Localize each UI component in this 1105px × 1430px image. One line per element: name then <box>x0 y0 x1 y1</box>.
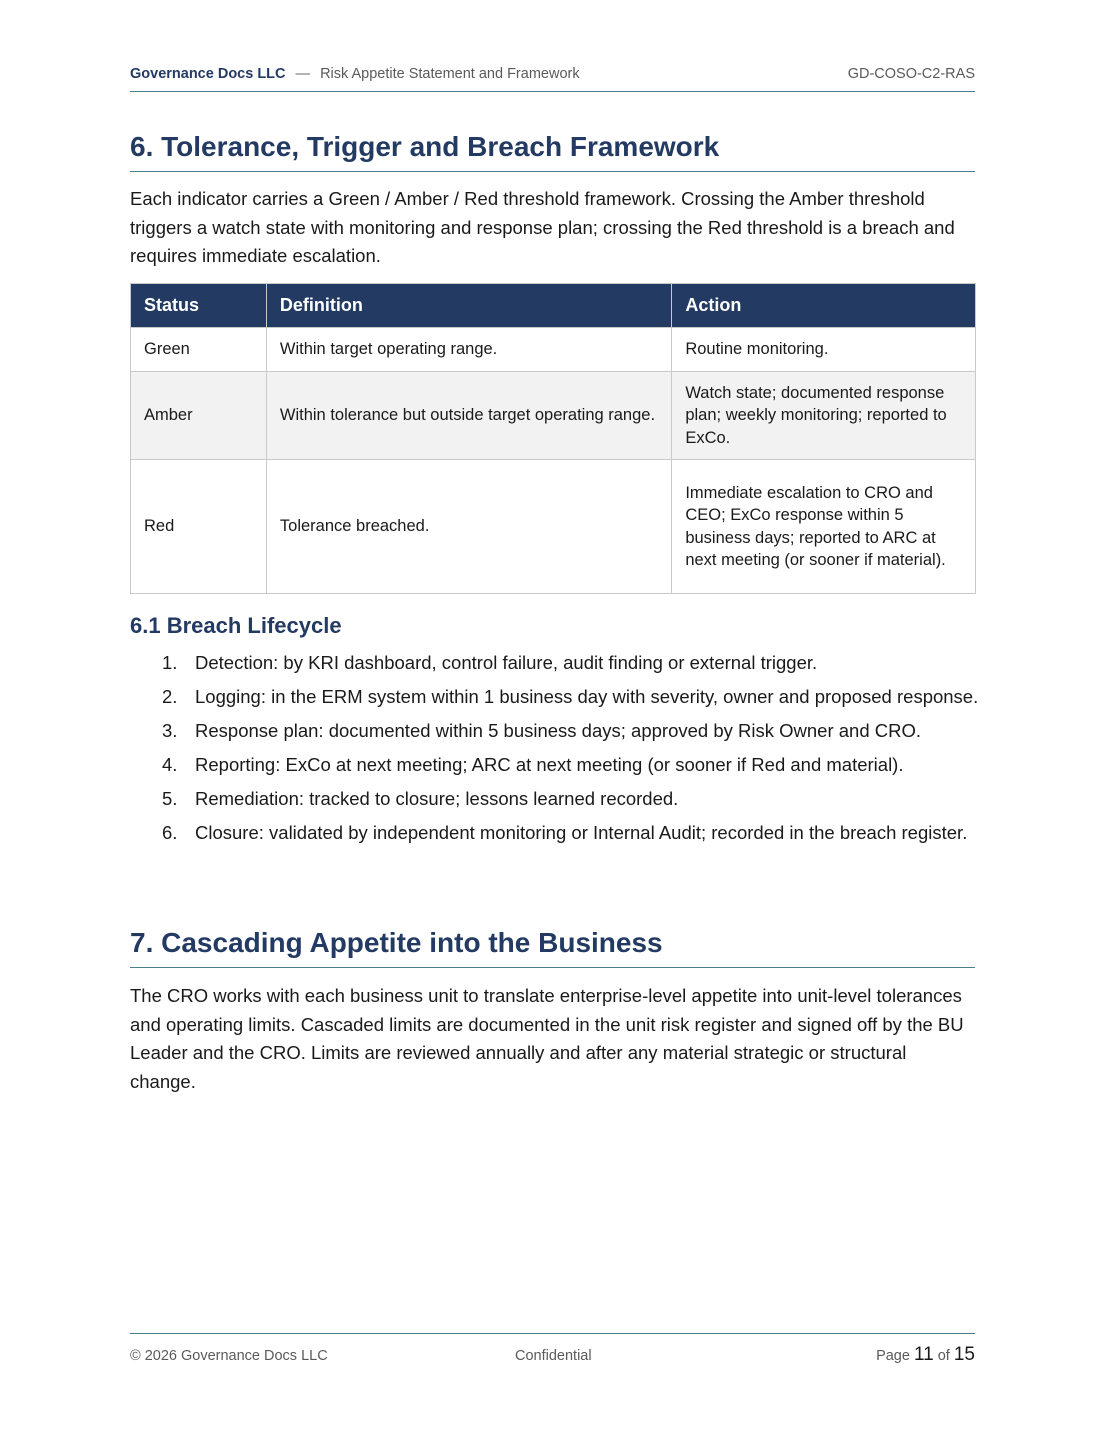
list-number: 6. <box>162 822 178 843</box>
list-text: Remediation: tracked to closure; lessons learned recorded. <box>195 788 679 809</box>
document-title: Risk Appetite Statement and Framework <box>320 66 580 82</box>
header-action: Action <box>672 284 976 328</box>
section-7-title: 7. Cascading Appetite into the Business <box>130 926 975 968</box>
page-number <box>876 1344 975 1366</box>
list-item <box>130 786 990 812</box>
list-item <box>130 650 990 676</box>
list-number: 4. <box>162 754 178 775</box>
status-cell: Green <box>131 328 267 372</box>
list-item <box>130 752 990 778</box>
header-status: Status <box>131 284 267 328</box>
definition-cell: Within target operating range. <box>266 328 671 372</box>
list-number: 2. <box>162 686 178 707</box>
header-separator: — <box>295 66 311 82</box>
page-total: 15 <box>953 1344 975 1365</box>
header-left <box>130 66 580 82</box>
page-label: Page <box>876 1348 910 1364</box>
list-item <box>130 820 990 846</box>
list-number: 5. <box>162 788 178 809</box>
list-text: Response plan: documented within 5 business days; approved by Risk Owner and CRO. <box>195 720 921 741</box>
breach-lifecycle-list <box>130 650 990 854</box>
list-number: 3. <box>162 720 178 741</box>
table-row <box>131 460 976 594</box>
list-item <box>130 718 990 744</box>
page-current: 11 <box>913 1344 934 1365</box>
page-footer <box>130 1333 975 1369</box>
action-cell: Watch state; documented response plan; weekly monitoring; reported to ExCo. <box>672 372 976 460</box>
classification-label: Confidential <box>515 1348 592 1364</box>
table-header-row <box>131 284 976 328</box>
company-name: Governance Docs LLC <box>130 66 286 82</box>
action-cell: Immediate escalation to CRO and CEO; ExCo response within 5 business days; reported to ARC at next meeting (or sooner if material). <box>672 460 976 594</box>
list-text: Closure: validated by independent monitoring or Internal Audit; recorded in the breach register. <box>195 822 968 843</box>
copyright-notice: © 2026 Governance Docs LLC <box>130 1348 328 1364</box>
status-cell: Amber <box>131 372 267 460</box>
action-cell: Routine monitoring. <box>672 328 976 372</box>
section-6-title: 6. Tolerance, Trigger and Breach Framework <box>130 130 975 172</box>
list-text: Logging: in the ERM system within 1 business day with severity, owner and proposed response. <box>195 686 979 707</box>
section-6-intro: Each indicator carries a Green / Amber / Red threshold framework. Crossing the Amber threshold triggers a watch state with monitoring and response plan; crossing the Red threshold is a breach and requires immediate escalation. <box>130 188 955 266</box>
page-header <box>130 62 975 92</box>
document-id: GD-COSO-C2-RAS <box>847 66 975 82</box>
list-item <box>130 684 990 710</box>
page-of: of <box>937 1348 950 1364</box>
status-cell: Red <box>131 460 267 594</box>
subsection-6-1-title: 6.1 Breach Lifecycle <box>130 613 342 638</box>
list-text: Reporting: ExCo at next meeting; ARC at next meeting (or sooner if Red and material). <box>195 754 904 775</box>
list-text: Detection: by KRI dashboard, control failure, audit finding or external trigger. <box>195 652 818 673</box>
header-definition: Definition <box>266 284 671 328</box>
section-7-intro: The CRO works with each business unit to translate enterprise-level appetite into unit-level tolerances and operating limits. Cascaded limits are documented in the unit risk register and signed off by the BU Leader and the CRO. Limits are reviewed annually and after any material strategic or structural change. <box>130 985 964 1092</box>
definition-cell: Within tolerance but outside target operating range. <box>266 372 671 460</box>
status-table <box>130 283 976 594</box>
definition-cell: Tolerance breached. <box>266 460 671 594</box>
table-row <box>131 328 976 372</box>
table-row <box>131 372 976 460</box>
list-number: 1. <box>162 652 178 673</box>
